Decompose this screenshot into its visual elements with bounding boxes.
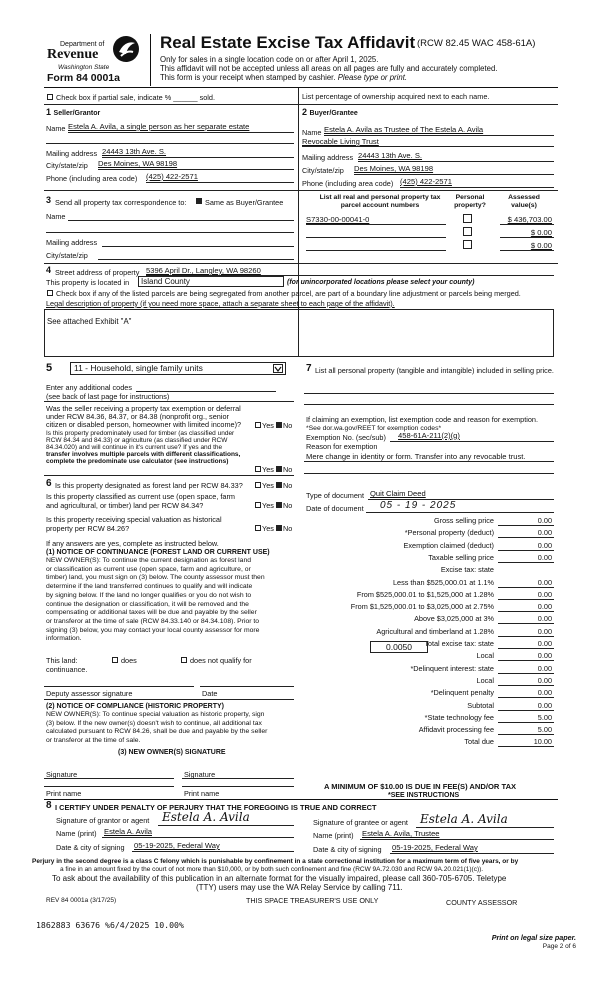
q2-line-3: 84.34.020) and will continue in it's current use? If yes and the — [46, 444, 223, 451]
q1-no-label: No — [283, 421, 293, 430]
section8-num: 8 — [46, 800, 52, 811]
reason-label: Reason for exemption — [306, 442, 378, 451]
same-as-buyer-checkbox[interactable] — [196, 198, 202, 204]
notice1-text: NEW OWNER(S): To continue the current designation as forest land or classification as current use (open space, farm and agriculture, or timber) land, you must sign on (3) below. The county assessor must then determine if the land transferred continues to qualify and will indicate by signing below. If the land no longer qualifies or you do not wish to continue the designation or classification, it will be removed and the compensating or additional taxes will be due and payable by the seller or transferor at the time of sale (RCW 84.33.140 or 84.34.108). Prior to signing (3) below, you may contact your local county assessor for more information. — [46, 557, 265, 643]
legal-description-field[interactable]: See attached Exhibit "A" — [44, 309, 554, 357]
tax-row-value[interactable]: 0.00 — [537, 577, 552, 587]
tax-row-line — [498, 599, 554, 600]
q2-yes-checkbox[interactable] — [255, 466, 261, 472]
tax-row-value[interactable]: 0.00 — [537, 528, 552, 538]
tax-row-value[interactable]: 0.00 — [537, 675, 552, 685]
page-title: Real Estate Excise Tax Affidavit — [160, 33, 416, 52]
notice2-heading: (2) NOTICE OF COMPLIANCE (HISTORIC PROPERTY) — [46, 703, 224, 710]
grantee-name-value[interactable]: Estela A. Avila, Trustee — [362, 829, 440, 838]
s6-q1-no-label: No — [283, 481, 293, 490]
certify-label: I CERTIFY UNDER PENALTY OF PERJURY THAT THE FOREGOING IS TRUE AND CORRECT — [55, 803, 377, 812]
tax-row-label: Affidavit processing fee — [418, 725, 494, 735]
tax-row-label: *Personal property (deduct) — [404, 528, 494, 538]
tax-row-value[interactable]: 0.00 — [537, 700, 552, 710]
q2-yes-label: Yes — [262, 465, 274, 474]
tax-row-value[interactable]: 10.00 — [533, 737, 552, 747]
seller-phone-label: Phone (including area code) — [46, 174, 138, 183]
tax-row-value[interactable]: 0.00 — [537, 651, 552, 661]
tax-row-label: Gross selling price — [433, 516, 494, 525]
segregated-label: Check box if any of the listed parcels are being segregated from another parcel, are part of a boundary line adjustment or parcels being merged. — [56, 289, 521, 298]
parcel-row-2-value[interactable]: $ 0.00 — [530, 228, 552, 237]
tax-row-label: Total due — [464, 737, 494, 747]
s6-q3-no-label: No — [283, 524, 293, 533]
chevron-down-icon[interactable] — [273, 364, 283, 373]
buyer-name-value-2[interactable]: Revocable Living Trust — [302, 137, 379, 146]
tax-row-label: From $525,000.01 to $1,525,000 at 1.28% — [356, 589, 494, 599]
tax-row-value[interactable]: 0.00 — [537, 639, 552, 648]
street-label: Street address of property — [55, 268, 140, 277]
tax-row-value[interactable]: 5.00 — [537, 725, 552, 735]
use-code-select[interactable]: 11 - Household, single family units — [70, 362, 286, 375]
section4-num: 4 — [46, 265, 52, 275]
tax-row-line — [498, 562, 554, 563]
s6-q3-yes-label: Yes — [262, 524, 274, 533]
buyer-mailing-value[interactable]: 24443 13th Ave. S. — [358, 151, 423, 160]
s6-q1-no-checkbox[interactable] — [276, 482, 282, 488]
section5-num: 5 — [46, 362, 53, 374]
q1-no-checkbox[interactable] — [276, 422, 282, 428]
tax-row-value[interactable]: 0.00 — [537, 540, 552, 550]
continuance-label: continuance. — [46, 665, 88, 674]
see-instructions-note: *SEE INSTRUCTIONS — [388, 792, 460, 799]
deputy-sig-label: Deputy assessor signature — [46, 689, 133, 698]
grantor-date-label: Date & city of signing — [56, 843, 125, 852]
page-number: Page 2 of 6 — [542, 943, 576, 950]
q1-line-2: under RCW 84.36, 84.37, or 84.38 (nonprofit org., senior — [46, 412, 229, 421]
treasurer-use-label: THIS SPACE TREASURER'S USE ONLY — [246, 896, 379, 905]
tax-row-line — [498, 648, 554, 649]
parcel-row-1-number[interactable]: S7330-00-00041-0 — [306, 215, 370, 224]
grantee-sig-label: Signature of grantee or agent — [313, 818, 408, 827]
tax-row-line — [498, 673, 554, 674]
q1-yes-label: Yes — [262, 421, 274, 430]
s6-q2-yes-label: Yes — [262, 501, 274, 510]
s6-q3-yes-checkbox[interactable] — [255, 525, 261, 531]
form-number: Form 84 0001a — [47, 72, 120, 84]
deputy-date-label: Date — [202, 689, 218, 698]
perjury-line-2: a fine in an amount fixed by the court of not more than $10,000, or by both such confinement and fine (RCW 9A.72.030 and RCW 9A.20.021(1)(c)). — [60, 866, 484, 873]
parcel-row-1-value[interactable]: $ 436,703.00 — [507, 215, 552, 224]
tax-row-value[interactable]: 0.00 — [537, 663, 552, 673]
tax-row-label: Less than $525,000.01 at 1.1% — [392, 577, 494, 587]
tax-row-label: Excise tax: state — [440, 565, 494, 575]
grantee-date-value[interactable]: 05-19-2025, Federal Way — [392, 843, 478, 852]
cashier-stamp: 1862883 63676 %6/4/2025 10.00% — [36, 920, 184, 930]
legal-paper-note: Print on legal size paper. — [491, 933, 576, 942]
tax-row-value[interactable]: 0.00 — [537, 602, 552, 612]
grantor-name-value[interactable]: Estela A. Avila — [104, 827, 152, 836]
partial-sale-label: Check box if partial sale, indicate % ______ sold. — [56, 93, 216, 102]
land-does-not-label: does not qualify for — [190, 656, 252, 665]
exemption-see: *See dor.wa.gov/REET for exemption codes* — [306, 425, 442, 432]
parcel-row-1-personal-checkbox[interactable] — [463, 214, 472, 223]
local-rate-field[interactable]: 0.0050 — [370, 641, 428, 653]
tax-row-label: Above $3,025,000 at 3% — [414, 614, 494, 624]
doc-date-label: Date of document — [306, 504, 364, 513]
tax-row-line — [498, 587, 554, 588]
personal-property-header: Personal property? — [454, 194, 486, 209]
assessed-value-header: Assessed value(s) — [508, 194, 540, 209]
s6-q2-no-label: No — [283, 501, 293, 510]
new-owner-sig-heading: (3) NEW OWNER(S) SIGNATURE — [118, 749, 226, 756]
section3-num: 3 — [46, 195, 52, 205]
grantor-name-label: Name (print) — [56, 829, 97, 838]
exemption-no-label: Exemption No. (sec/sub) — [306, 433, 386, 442]
tax-row-line — [498, 660, 554, 661]
street-value[interactable]: 5396 April Dr., Langley, WA 98260 — [146, 266, 261, 275]
q2-line-4: transfer involves multiple parcels with different classifications, — [46, 451, 241, 458]
parcel-row-3-personal-checkbox[interactable] — [463, 240, 472, 249]
tax-row-line — [498, 611, 554, 612]
land-does-not-checkbox[interactable] — [181, 657, 187, 663]
buyer-name-label: Name — [302, 128, 322, 137]
tax-row-line — [498, 722, 554, 723]
dept-label: Department of — [60, 41, 105, 48]
doc-type-value[interactable]: Quit Claim Deed — [370, 489, 426, 498]
tax-row-line — [498, 537, 554, 538]
s3-name-label: Name — [46, 212, 66, 221]
s6-q1: Is this property designated as forest land per RCW 84.33? — [55, 481, 243, 490]
tax-row-line — [498, 685, 554, 686]
tax-row-line — [498, 525, 554, 526]
buyer-city-label: City/state/zip — [302, 166, 344, 175]
s3-city-label: City/state/zip — [46, 251, 88, 260]
seller-city-value[interactable]: Des Moines, WA 98198 — [98, 159, 178, 168]
reason-value[interactable]: Mere change in identity or form. Transfer into any revocable trust. — [306, 452, 526, 461]
doc-date-value[interactable]: 05 - 19 - 2025 — [380, 500, 457, 511]
seller-phone-value[interactable]: (425) 422-2571 — [146, 172, 198, 181]
tax-row-value[interactable]: 0.00 — [537, 614, 552, 624]
tax-row-value[interactable]: 0.00 — [537, 516, 552, 525]
section7-num: 7 — [306, 363, 312, 374]
buyer-city-value[interactable]: Des Moines, WA 98198 — [354, 164, 434, 173]
parcels-header: List all real and personal property tax parcel account numbers — [319, 194, 441, 209]
tax-row-line — [498, 697, 554, 698]
section7-label: List all personal property (tangible and intangible) included in selling price. — [315, 366, 554, 375]
perjury-line-1: Perjury in the second degree is a class C felony which is punishable by confinement in a state correctional institution for a maximum term of five years, or by — [32, 858, 519, 865]
segregated-checkbox[interactable] — [47, 290, 53, 296]
partial-sale-checkbox[interactable] — [47, 94, 53, 100]
ask-line-2: (TTY) users may use the WA Relay Service by calling 711. — [196, 883, 403, 892]
header-note-3: This form is your receipt when stamped by cashier. Please type or print. — [160, 73, 408, 82]
tax-row-label: Total excise tax: state — [424, 639, 494, 648]
dor-logo-icon — [111, 34, 141, 64]
minimum-due-note: A MINIMUM OF $10.00 IS DUE IN FEE(S) AND/OR TAX — [324, 782, 517, 791]
q2-line-2: RCW 84.34 and 84.33) or agriculture (as classified under RCW — [46, 437, 228, 444]
q2-line-1: Is this property predominately used for timber (as classified under — [46, 430, 235, 437]
q2-no-checkbox[interactable] — [276, 466, 282, 472]
tax-row-label: Local — [476, 675, 494, 685]
tax-row-label: Taxable selling price — [428, 552, 494, 562]
buyer-name-value-1[interactable]: Estela A. Avila as Trustee of The Estela A. Avila — [324, 125, 484, 134]
exemption-no-value[interactable]: 458-61A-211(2)(g) — [398, 431, 460, 440]
tax-row-line — [498, 710, 554, 711]
section6-num: 6 — [46, 478, 52, 489]
same-as-buyer-label: Same as Buyer/Grantee — [205, 198, 284, 207]
tax-row-label: Agricultural and timberland at 1.28% — [376, 626, 494, 636]
tax-row-label: *Delinquent penalty — [430, 688, 494, 698]
s6-q1-yes-label: Yes — [262, 481, 274, 490]
s6-q2-yes-checkbox[interactable] — [255, 502, 261, 508]
notice1-heading: (1) NOTICE OF CONTINUANCE (FOREST LAND OR CURRENT USE) — [46, 549, 270, 556]
owner-print-label-2: Print name — [184, 789, 220, 798]
tax-row-value[interactable]: 5.00 — [537, 712, 552, 722]
located-label: This property is located in — [46, 278, 130, 287]
tax-row-line — [498, 746, 554, 747]
grantee-date-label: Date & city of signing — [313, 845, 382, 854]
located-note: (for unincorporated locations please select your county) — [287, 279, 475, 286]
tax-calculation-table — [304, 516, 556, 756]
this-land-label: This land: — [46, 656, 78, 665]
parcel-row-3-value[interactable]: $ 0.00 — [530, 241, 552, 250]
q1-line-1: Was the seller receiving a property tax exemption or deferral — [46, 404, 241, 413]
s6-q2-line-1: Is this property classified as current use (open space, farm — [46, 492, 235, 501]
doc-type-label: Type of document — [306, 491, 365, 500]
tax-row-line — [498, 734, 554, 735]
tax-row-value[interactable]: 0.00 — [537, 688, 552, 698]
s6-q1-yes-checkbox[interactable] — [255, 482, 261, 488]
land-does-checkbox[interactable] — [112, 657, 118, 663]
seller-name-label: Name — [46, 124, 66, 133]
grantor-sig-label: Signature of grantor or agent — [56, 816, 150, 825]
title-rcw: (RCW 82.45 WAC 458-61A) — [417, 38, 536, 49]
s3-mailing-label: Mailing address — [46, 238, 98, 247]
additional-codes-note: (see back of last page for instructions) — [46, 392, 170, 401]
tax-row-value[interactable]: 0.00 — [537, 552, 552, 562]
county-assessor-label: COUNTY ASSESSOR — [446, 898, 518, 907]
buyer-mailing-label: Mailing address — [302, 153, 354, 162]
owner-print-label-1: Print name — [46, 789, 82, 798]
tax-row-line — [498, 550, 554, 551]
notice2-text: NEW OWNER(S): To continue special valuation as historic property, sign (3) below. If the new owner(s) doesn't wish to continue, all additional tax calculated pursuant to RCW 84.26, shall be due and payable by the seller or transferor at the time of sale. — [46, 711, 268, 745]
header-note-2: This affidavit will not be accepted unless all areas on all pages are fully and accurately completed. — [160, 64, 498, 73]
tax-row-value[interactable]: 0.00 — [537, 589, 552, 599]
buyer-phone-label: Phone (including area code) — [302, 179, 394, 188]
ownership-label: List percentage of ownership acquired next to each name. — [302, 92, 490, 101]
owner-sig-label-1: Signature — [46, 770, 78, 779]
tax-row-label: *State technology fee — [424, 712, 494, 722]
grantee-name-label: Name (print) — [313, 831, 354, 840]
seller-city-label: City/state/zip — [46, 161, 88, 170]
revenue-label: Revenue — [47, 47, 99, 62]
tax-row-label: Local — [476, 651, 494, 661]
tax-row-label: Subtotal — [467, 700, 494, 710]
tax-row-value[interactable]: 0.00 — [537, 626, 552, 636]
parcel-row-2-personal-checkbox[interactable] — [463, 227, 472, 236]
grantor-date-value[interactable]: 05-19-2025, Federal Way — [134, 841, 220, 850]
q2-no-label: No — [283, 465, 293, 474]
tax-row-line — [498, 636, 554, 637]
q1-line-3: citizen or disabled person, homeowner with limited income)? — [46, 420, 242, 429]
rev-label: REV 84 0001a (3/17/25) — [46, 897, 117, 904]
land-does-label: does — [121, 656, 137, 665]
tax-row-label: From $1,525,000.01 to $3,025,000 at 2.75% — [350, 602, 494, 612]
exemption-intro: If claiming an exemption, list exemption code and reason for exemption. — [306, 415, 539, 424]
header-note-1: Only for sales in a single location code on or after April 1, 2025. — [160, 55, 379, 64]
s6-q3-no-checkbox[interactable] — [276, 525, 282, 531]
state-label: Washington State — [58, 64, 110, 71]
tax-row-label: Exemption claimed (deduct) — [403, 540, 494, 550]
county-select[interactable]: Island County — [138, 276, 284, 287]
s6-q2-no-checkbox[interactable] — [276, 502, 282, 508]
ask-line-1: To ask about the availability of this publication in an alternate format for the visually impaired, please call 360-705-6705. Teletype — [52, 874, 507, 883]
q1-yes-checkbox[interactable] — [255, 422, 261, 428]
buyer-heading: 2 Buyer/Grantee — [302, 107, 358, 117]
s6-q2-line-2: and agricultural, or timber) land per RCW 84.34? — [46, 501, 204, 510]
tax-row-line — [498, 623, 554, 624]
tax-row-label: *Delinquent interest: state — [410, 663, 494, 673]
owner-sig-label-2: Signature — [184, 770, 216, 779]
legal-label: Legal description of property (if you need more space, attach a separate sheet to each page of the affidavit). — [46, 299, 395, 308]
s6-if-any: If any answers are yes, complete as instructed below. — [46, 539, 219, 548]
seller-heading: 1 Seller/Grantor — [46, 107, 101, 117]
seller-mailing-label: Mailing address — [46, 149, 98, 158]
grantee-signature[interactable]: Estela A. Avila — [420, 812, 508, 826]
s6-q3-line-1: Is this property receiving special valuation as historical — [46, 515, 222, 524]
q2-line-5: complete the predominate use calculator (see instructions) — [46, 458, 229, 465]
seller-name-value[interactable]: Estela A. Avila, a single person as her separate estate — [68, 122, 250, 131]
seller-mailing-value[interactable]: 24443 13th Ave. S. — [102, 147, 167, 156]
grantor-signature[interactable]: Estela A. Avila — [162, 810, 250, 824]
s6-q3-line-2: property per RCW 84.26? — [46, 524, 130, 533]
section3-label: Send all property tax correspondence to: — [55, 198, 187, 207]
additional-codes-label: Enter any additional codes — [46, 383, 132, 392]
buyer-phone-value[interactable]: (425) 422-2571 — [400, 177, 452, 186]
